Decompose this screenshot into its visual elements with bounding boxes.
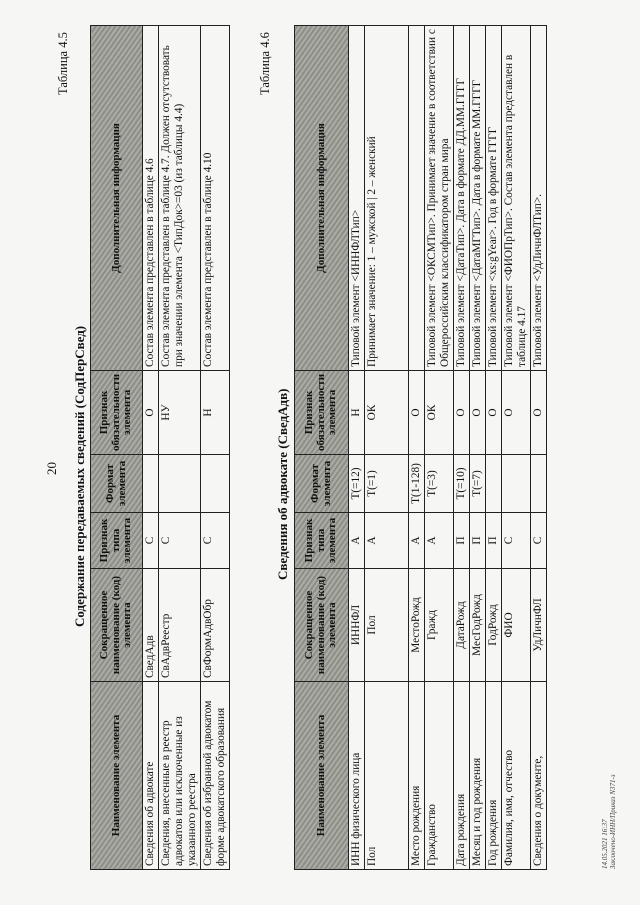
cell: П bbox=[469, 513, 485, 569]
cell: Типовой элемент <ДатаТип>. Дата в формате ДД.ММ.ГГГГ bbox=[453, 26, 469, 371]
page-number: 20 bbox=[44, 462, 59, 475]
cell: СвФормАдвОбр bbox=[200, 569, 229, 682]
col-header: Сокращенное наименование (код) элемента bbox=[91, 569, 143, 682]
cell: ФИО bbox=[501, 569, 530, 682]
cell: Место рождения bbox=[408, 682, 424, 870]
cell: А bbox=[424, 513, 453, 569]
col-header: Признак обязательности элемента bbox=[91, 370, 143, 454]
table-4-5-label: Таблица 4.5 bbox=[56, 32, 70, 95]
table-row bbox=[158, 26, 200, 870]
cell: Пол bbox=[364, 682, 408, 870]
col-header: Дополнительная информация bbox=[295, 26, 349, 371]
cell: T(=10) bbox=[453, 455, 469, 513]
cell bbox=[158, 455, 200, 513]
col-header: Дополнительная информация bbox=[91, 26, 143, 371]
cell: Типовой элемент <УдЛичнФЛТип>. bbox=[530, 26, 546, 371]
cell: С bbox=[200, 513, 229, 569]
table-row bbox=[453, 26, 469, 870]
cell bbox=[200, 455, 229, 513]
cell: Типовой элемент <ОКСМТип>. Принимает значение в соответствии с Общероссийским классификатором стран мира bbox=[424, 26, 453, 371]
col-header: Наименование элемента bbox=[91, 682, 143, 870]
col-header: Признак обязательности элемента bbox=[295, 370, 349, 454]
table-row bbox=[501, 26, 530, 870]
cell: Дата рождения bbox=[453, 682, 469, 870]
col-header: Сокращенное наименование (код) элемента bbox=[295, 569, 349, 682]
cell: С bbox=[530, 513, 546, 569]
table-row bbox=[200, 26, 229, 870]
cell: Состав элемента представлен в таблице 4.6 bbox=[143, 26, 159, 371]
cell: О bbox=[143, 370, 159, 454]
cell: Пол bbox=[364, 569, 408, 682]
cell: А bbox=[408, 513, 424, 569]
table-row bbox=[349, 26, 365, 870]
cell: С bbox=[158, 513, 200, 569]
table-4-5 bbox=[90, 25, 230, 870]
cell: Н bbox=[349, 370, 365, 454]
cell: ИННФЛ bbox=[349, 569, 365, 682]
cell: Фамилия, имя, отчество bbox=[501, 682, 530, 870]
cell: А bbox=[364, 513, 408, 569]
cell bbox=[408, 26, 424, 371]
cell: Состав элемента представлен в таблице 4.10 bbox=[200, 26, 229, 371]
cell: Сведения об избранной адвокатом форме адвокатского образования bbox=[200, 682, 229, 870]
cell bbox=[530, 455, 546, 513]
col-header: Формат элемента bbox=[295, 455, 349, 513]
cell: О bbox=[469, 370, 485, 454]
cell: О bbox=[453, 370, 469, 454]
cell: ГодРожд bbox=[485, 569, 501, 682]
cell: Состав элемента представлен в таблице 4.7. Должен отсутствовать при значении элемента <ТипДок>=03 (из таблицы 4.4) bbox=[158, 26, 200, 371]
cell: Н bbox=[200, 370, 229, 454]
col-header: Признак типа элемента bbox=[295, 513, 349, 569]
col-header: Наименование элемента bbox=[295, 682, 349, 870]
cell: А bbox=[349, 513, 365, 569]
cell: МесГодРожд bbox=[469, 569, 485, 682]
cell: Сведения об адвокате bbox=[143, 682, 159, 870]
cell: Принимает значение: 1 – мужской | 2 – женский bbox=[364, 26, 408, 371]
table-row bbox=[364, 26, 408, 870]
cell: Год рождения bbox=[485, 682, 501, 870]
cell: Месяц и год рождения bbox=[469, 682, 485, 870]
cell bbox=[485, 455, 501, 513]
table-row bbox=[424, 26, 453, 870]
cell: Типовой элемент <xs:gYear>. Год в формате ГГГГ bbox=[485, 26, 501, 371]
cell: Типовой элемент <ИННФЛТип> bbox=[349, 26, 365, 371]
table-row bbox=[485, 26, 501, 870]
cell: О bbox=[485, 370, 501, 454]
cell: О bbox=[501, 370, 530, 454]
cell: О bbox=[530, 370, 546, 454]
table-4-6-label: Таблица 4.6 bbox=[258, 32, 272, 95]
cell: T(=12) bbox=[349, 455, 365, 513]
cell: ОК bbox=[364, 370, 408, 454]
cell: О bbox=[408, 370, 424, 454]
document-stamp: 14.05.2021 16:37 Заключено-ИНН/Приказ N371-з bbox=[601, 774, 617, 869]
cell: П bbox=[453, 513, 469, 569]
table-row bbox=[530, 26, 546, 870]
table-row bbox=[408, 26, 424, 870]
cell: T(1-128) bbox=[408, 455, 424, 513]
cell: Типовой элемент <ДатаМГТип>. Дата в формате ММ.ГГГГ bbox=[469, 26, 485, 371]
cell bbox=[501, 455, 530, 513]
col-header: Формат элемента bbox=[91, 455, 143, 513]
cell: УдЛичнФЛ bbox=[530, 569, 546, 682]
cell: Гражд bbox=[424, 569, 453, 682]
cell bbox=[143, 455, 159, 513]
table-4-6 bbox=[294, 25, 547, 870]
cell: Сведения о документе, bbox=[530, 682, 546, 870]
cell: НУ bbox=[158, 370, 200, 454]
cell: П bbox=[485, 513, 501, 569]
cell: T(=7) bbox=[469, 455, 485, 513]
cell: С bbox=[501, 513, 530, 569]
table-row bbox=[469, 26, 485, 870]
cell: T(=1) bbox=[364, 455, 408, 513]
table-4-5-title: Содержание передаваемых сведений (СодПерСвед) bbox=[72, 325, 87, 627]
cell: ДатаРожд bbox=[453, 569, 469, 682]
cell: СведАдв bbox=[143, 569, 159, 682]
table-4-6-title: Сведения об адвокате (СведАдв) bbox=[275, 388, 290, 580]
cell: С bbox=[143, 513, 159, 569]
cell: Сведения, внесенные в реестр адвокатов или исключенные из указанного реестра bbox=[158, 682, 200, 870]
col-header: Признак типа элемента bbox=[91, 513, 143, 569]
cell: T(=3) bbox=[424, 455, 453, 513]
cell: Типовой элемент <ФИОПрТип>. Состав элемента представлен в таблице 4.17 bbox=[501, 26, 530, 371]
cell: МестоРожд bbox=[408, 569, 424, 682]
cell: Гражданство bbox=[424, 682, 453, 870]
cell: СвАдвРеестр bbox=[158, 569, 200, 682]
table-row bbox=[143, 26, 159, 870]
cell: ОК bbox=[424, 370, 453, 454]
cell: ИНН физического лица bbox=[349, 682, 365, 870]
